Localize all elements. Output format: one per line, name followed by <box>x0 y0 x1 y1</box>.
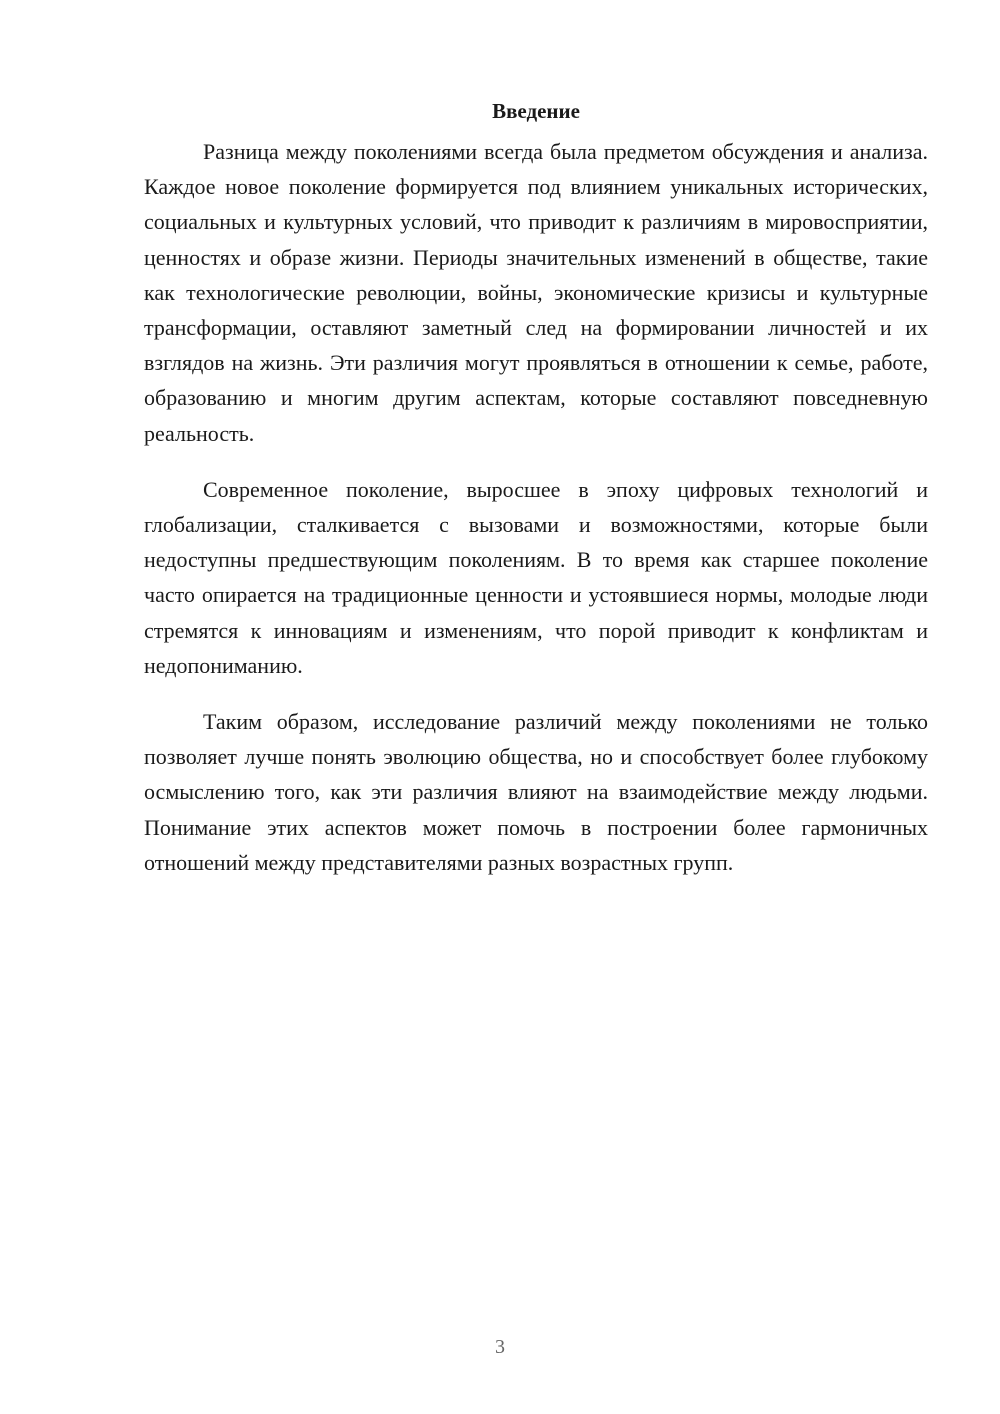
paragraph-2: Современное поколение, выросшее в эпоху цифровых технологий и глобализации, сталкивается с вызовами и возможностями, которые были недоступны предшествующим поколениям. В то время как старшее поколение часто опирается на традиционные ценности и устоявшиеся нормы, молодые люди стремятся к инновациям и изменениям, что порой приводит к конфликтам и недопониманию. <box>144 476 928 678</box>
page-content <box>144 96 928 901</box>
section-heading: Введение <box>492 99 580 123</box>
paragraph-1: Разница между поколениями всегда была предметом обсуждения и анализа. Каждое новое поколение формируется под влиянием уникальных исторических, социальных и культурных условий, что приводит к различиям в мировосприятии, ценностях и образе жизни. Периоды значительных изменений в обществе, такие как технологические революции, войны, экономические кризисы и культурные трансформации, оставляют заметный след на формировании личностей и их взглядов на жизнь. Эти различия могут проявляться в отношении к семье, работе, образованию и многим другим аспектам, которые составляют повседневную реальность. <box>144 139 928 446</box>
paragraph-3: Таким образом, исследование различий между поколениями не только позволяет лучше понять эволюцию общества, но и способствует более глубокому осмыслению того, как эти различия влияют на взаимодействие между людьми. Понимание этих аспектов может помочь в построении более гармоничных отношений между представителями разных возрастных групп. <box>144 709 928 875</box>
page-number: 3 <box>495 1336 505 1358</box>
